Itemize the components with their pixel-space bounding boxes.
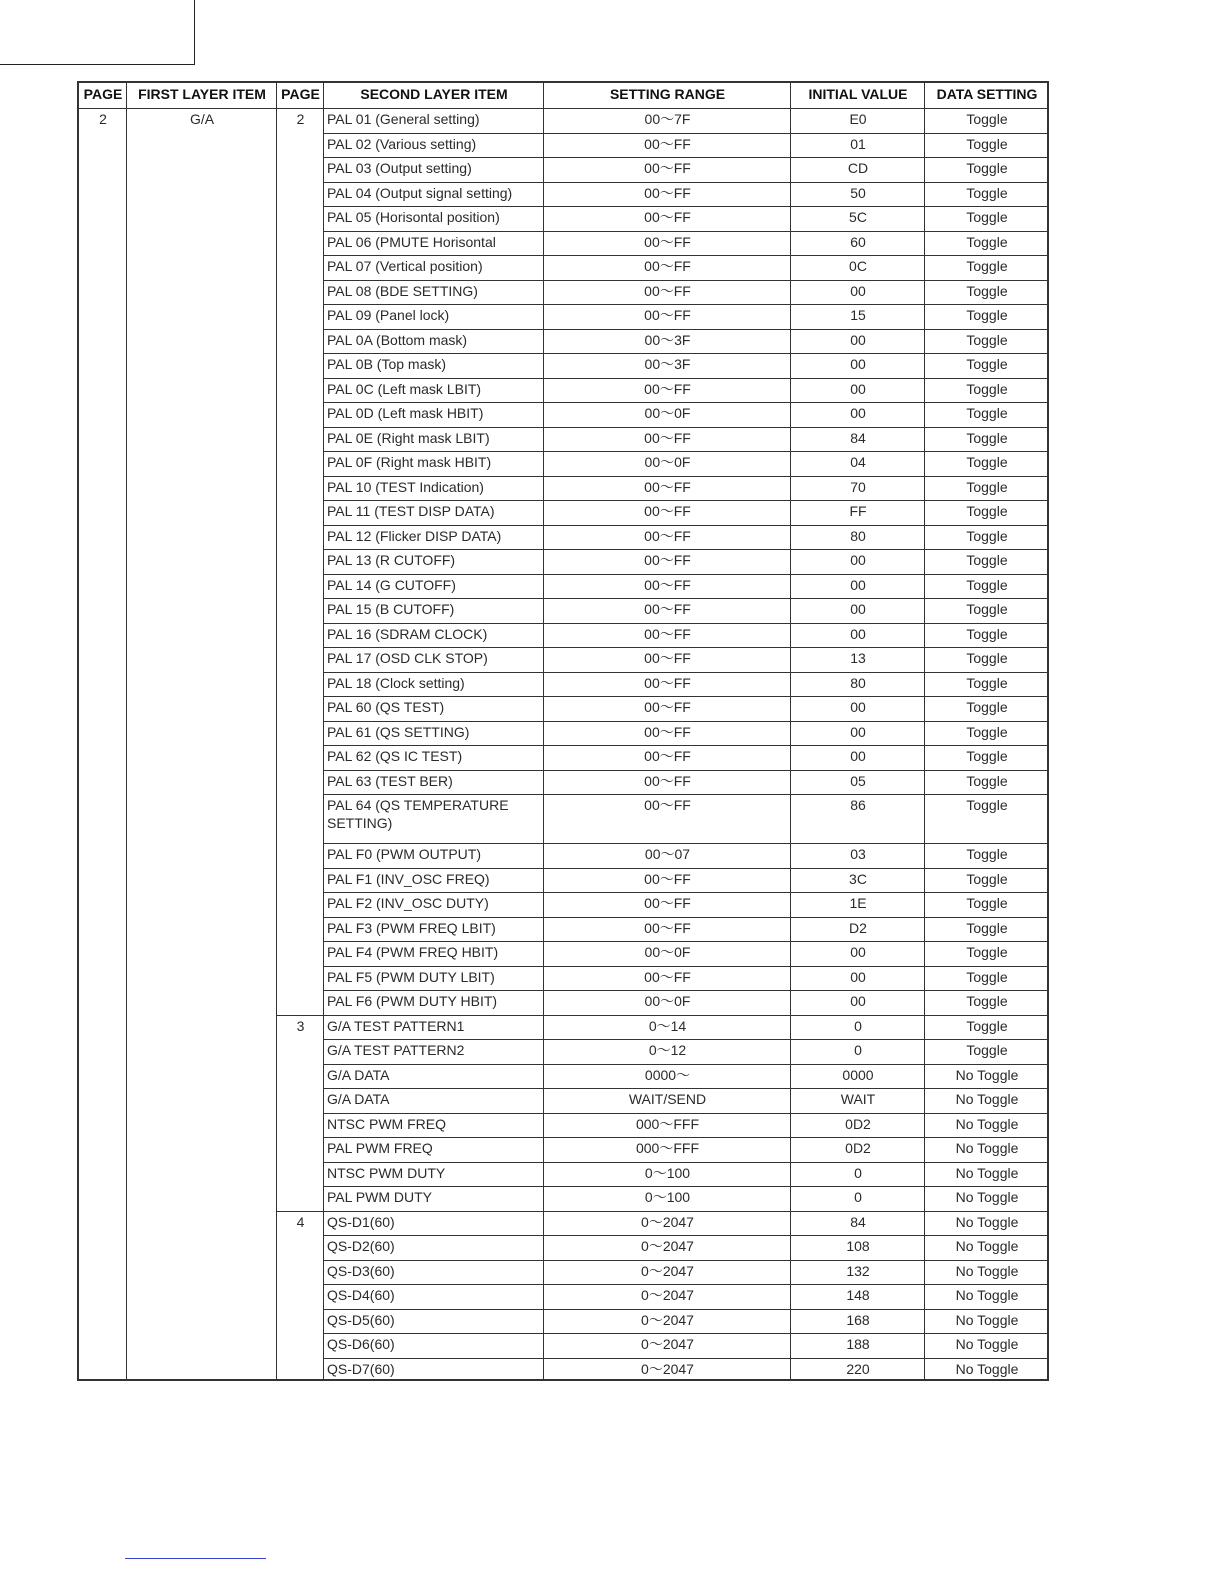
row-divider [324,1064,1049,1065]
data-setting: Toggle [966,356,1008,372]
corner-frame [0,0,195,65]
row-divider [324,231,1049,232]
initial-value: 0D2 [845,1115,871,1132]
initial-value: 00 [850,380,866,397]
second-layer-item: PAL 09 (Panel lock) [327,307,450,323]
data-setting: Toggle [966,258,1008,274]
second-layer-item: PAL 0B (Top mask) [327,356,447,372]
second-layer-item: PAL 01 (General setting) [327,111,480,127]
row-divider [324,770,1049,771]
second-layer-item: PAL 14 (G CUTOFF) [327,576,456,593]
initial-value: 108 [846,1238,870,1254]
row-divider [324,672,1049,673]
initial-value: 00 [850,748,866,764]
setting-range: 00～7F [644,111,691,127]
initial-value: 0 [854,1017,862,1034]
initial-value: E0 [849,111,867,127]
row-divider [324,1284,1049,1285]
setting-range: 00～FF [644,307,691,323]
second-layer-item: G/A DATA [327,1091,390,1107]
second-layer-item: PAL 06 (PMUTE Horisontal [327,233,496,250]
data-setting: Toggle [966,870,1008,887]
setting-range: 00～FF [644,135,691,152]
initial-value: 84 [850,1213,866,1230]
data-setting: No Toggle [955,1164,1019,1181]
setting-range: 00～FF [644,380,691,397]
row-divider [324,1039,1049,1040]
setting-range: 00～FF [644,919,691,936]
row-divider [324,843,1049,844]
initial-value: FF [849,503,867,519]
second-layer-item: PAL 60 (QS TEST) [327,699,445,715]
second-layer-item: QS-D2(60) [327,1238,395,1254]
setting-range: 0～2047 [641,1238,694,1254]
setting-range: 0000～ [644,1066,691,1083]
second-layer-item: PAL 08 (BDE SETTING) [327,282,478,299]
initial-value: 00 [850,331,866,348]
row-divider [324,476,1049,477]
initial-value: WAIT [840,1091,876,1107]
initial-value: 00 [850,601,866,617]
setting-range: 00～FF [644,625,691,642]
setting-range: 00～FF [644,797,691,813]
setting-range: 00～FF [644,429,691,446]
row-divider [324,574,1049,575]
header-second-layer: SECOND LAYER ITEM [360,86,508,102]
second-layer-item: QS-D7(60) [327,1360,395,1377]
second-layer-item: PAL 18 (Clock setting) [327,674,465,691]
second-layer-item: PAL 0D (Left mask HBIT) [327,405,484,421]
initial-value: 80 [850,527,866,544]
second-layer-item: PAL 17 (OSD CLK STOP) [327,650,488,666]
row-divider [324,696,1049,697]
first-page-number: 2 [99,111,107,127]
second-layer-item: PAL 61 (QS SETTING) [327,723,470,740]
second-layer-item: PAL 05 (Horisontal position) [327,209,500,225]
header-divider [79,108,1049,109]
row-divider [324,598,1049,599]
initial-value: 50 [850,184,866,201]
initial-value: 00 [850,723,866,740]
second-layer-item: G/A TEST PATTERN2 [327,1042,465,1058]
second-layer-item: PAL 15 (B CUTOFF) [327,601,455,617]
data-setting: Toggle [966,723,1008,740]
initial-value: 00 [850,993,866,1009]
initial-value: 00 [850,699,866,715]
header-range: SETTING RANGE [609,86,726,102]
header-setting: DATA SETTING [936,86,1038,102]
initial-value: 0000 [842,1066,874,1083]
data-setting: No Toggle [955,1189,1019,1205]
setting-range: 00～0F [644,944,691,960]
initial-value: 00 [850,576,866,593]
row-divider [324,868,1049,869]
setting-range: 00～0F [644,405,691,421]
setting-range: 00～3F [644,331,691,348]
setting-range: 00～3F [644,356,691,372]
second-layer-item: PAL F1 (INV_OSC FREQ) [327,870,490,887]
data-setting: Toggle [966,576,1008,593]
setting-range: 0～2047 [641,1262,694,1279]
data-setting: Toggle [966,944,1008,960]
data-setting: No Toggle [955,1213,1019,1230]
setting-range: 0～2047 [641,1336,694,1352]
second-layer-item: QS-D1(60) [327,1213,395,1230]
data-setting: No Toggle [955,1262,1019,1279]
second-layer-item: PAL 0E (Right mask LBIT) [327,429,490,446]
setting-range: 0～14 [648,1017,687,1034]
initial-value: 132 [846,1262,870,1279]
row-divider [324,304,1049,305]
setting-range: 00～FF [644,209,691,225]
row-divider [324,892,1049,893]
second-layer-item: PAL 0C (Left mask LBIT) [327,380,482,397]
row-divider [324,255,1049,256]
second-layer-item: NTSC PWM FREQ [327,1115,446,1132]
setting-range: 00～0F [644,454,691,470]
page-group-divider [277,1211,324,1212]
row-divider [324,745,1049,746]
initial-value: 60 [850,233,866,250]
row-divider [324,1211,1049,1212]
data-setting: Toggle [966,282,1008,299]
row-divider [324,1088,1049,1089]
initial-value: 00 [850,968,866,985]
second-layer-item: QS-D3(60) [327,1262,395,1279]
setting-range: 00～FF [644,748,691,764]
setting-range: 00～FF [644,650,691,666]
setting-range: 0～12 [648,1042,687,1058]
data-setting: Toggle [966,993,1008,1009]
initial-value: 84 [850,429,866,446]
setting-range: 0～2047 [641,1311,694,1328]
setting-range: 00～FF [644,699,691,715]
second-layer-item: QS-D6(60) [327,1336,395,1352]
row-divider [324,990,1049,991]
setting-range: 00～07 [644,846,691,862]
row-divider [324,966,1049,967]
initial-value: D2 [849,919,867,936]
initial-value: 00 [850,944,866,960]
data-setting: No Toggle [955,1336,1019,1352]
data-setting: Toggle [966,919,1008,936]
initial-value: 05 [850,772,866,789]
settings-table [77,81,1049,1381]
header-first-layer: FIRST LAYER ITEM [138,86,266,102]
setting-range: 00～0F [644,993,691,1009]
row-divider [324,378,1049,379]
second-layer-item: PAL 0A (Bottom mask) [327,331,468,348]
setting-range: 0～2047 [641,1287,694,1303]
initial-value: 1E [849,895,867,911]
data-setting: Toggle [966,503,1008,519]
row-divider [324,353,1049,354]
data-setting: Toggle [966,601,1008,617]
data-setting: Toggle [966,331,1008,348]
row-divider [324,1113,1049,1114]
row-divider [324,133,1049,134]
data-setting: No Toggle [955,1238,1019,1254]
second-layer-item: QS-D4(60) [327,1287,395,1303]
data-setting: No Toggle [955,1115,1019,1132]
second-layer-item: PAL 10 (TEST Indication) [327,478,484,495]
initial-value: 0 [854,1042,862,1058]
setting-range: 00～FF [644,160,691,176]
setting-range: 00～FF [644,478,691,495]
data-setting: Toggle [966,429,1008,446]
page-group-divider [277,1015,324,1016]
row-divider [324,280,1049,281]
setting-range: 00～FF [644,527,691,544]
second-layer-item: PAL F4 (PWM FREQ HBIT) [327,944,499,960]
initial-value: 01 [850,135,866,152]
row-divider [324,917,1049,918]
row-divider [324,206,1049,207]
footer-rule [125,1558,266,1559]
row-divider [324,623,1049,624]
setting-range: 0～2047 [641,1213,694,1230]
data-setting: Toggle [966,772,1008,789]
initial-value: 00 [850,625,866,642]
setting-range: 0～2047 [641,1360,694,1377]
data-setting: Toggle [966,797,1008,813]
second-layer-item: PAL 0F (Right mask HBIT) [327,454,492,470]
second-layer-item: NTSC PWM DUTY [327,1164,446,1181]
second-layer-item: PAL 16 (SDRAM CLOCK) [327,625,488,642]
initial-value: 0D2 [845,1140,871,1156]
data-setting: Toggle [966,625,1008,642]
column-divider [126,83,127,1379]
row-divider [324,402,1049,403]
initial-value: 00 [850,552,866,568]
row-divider [324,1309,1049,1310]
first-layer-item: G/A [189,111,215,127]
data-setting: Toggle [966,674,1008,691]
initial-value: 86 [850,797,866,813]
initial-value: 04 [850,454,866,470]
data-setting: No Toggle [955,1360,1019,1377]
second-layer-item: PAL 64 (QS TEMPERATURE SETTING) [327,797,509,831]
setting-range: 00～FF [644,233,691,250]
data-setting: Toggle [966,478,1008,495]
data-setting: Toggle [966,650,1008,666]
row-divider [324,647,1049,648]
second-layer-item: PAL PWM FREQ [327,1140,433,1156]
data-setting: Toggle [966,527,1008,544]
row-divider [324,549,1049,550]
row-divider [324,329,1049,330]
data-setting: Toggle [966,307,1008,323]
row-divider [324,941,1049,942]
row-divider [324,1015,1049,1016]
second-layer-item: PAL F2 (INV_OSC DUTY) [327,895,489,911]
second-layer-item: PAL 07 (Vertical position) [327,258,483,274]
initial-value: 188 [846,1336,870,1352]
initial-value: 5C [849,209,867,225]
row-divider [324,500,1049,501]
setting-range: 00～FF [644,184,691,201]
column-divider [323,83,324,1379]
second-layer-item: PAL F0 (PWM OUTPUT) [327,846,481,862]
data-setting: Toggle [966,160,1008,176]
data-setting: Toggle [966,699,1008,715]
second-layer-item: PAL F5 (PWM DUTY LBIT) [327,968,495,985]
row-divider [324,1235,1049,1236]
data-setting: Toggle [966,209,1008,225]
second-layer-item: PAL 11 (TEST DISP DATA) [327,503,495,519]
initial-value: 0 [854,1189,862,1205]
row-page-number: 3 [296,1017,305,1034]
row-divider [324,525,1049,526]
initial-value: 15 [850,307,866,323]
setting-range: 00～FF [644,674,691,691]
setting-range: 0～100 [644,1164,691,1181]
row-divider [324,1358,1049,1359]
data-setting: Toggle [966,111,1008,127]
row-divider [324,1137,1049,1138]
data-setting: Toggle [966,552,1008,568]
row-divider [324,451,1049,452]
data-setting: Toggle [966,846,1008,862]
second-layer-item: QS-D5(60) [327,1311,395,1328]
data-setting: Toggle [966,1042,1008,1058]
row-divider [324,1260,1049,1261]
second-layer-item: G/A DATA [327,1066,390,1083]
data-setting: No Toggle [955,1091,1019,1107]
second-layer-item: PAL 03 (Output setting) [327,160,472,176]
setting-range: 00～FF [644,258,691,274]
initial-value: 168 [846,1311,870,1328]
second-layer-item: PAL 62 (QS IC TEST) [327,748,463,764]
second-layer-item: PAL F3 (PWM FREQ LBIT) [327,919,496,936]
row-divider [324,427,1049,428]
header-page: PAGE [83,86,123,102]
setting-range: 00～FF [644,723,691,740]
second-layer-item: G/A TEST PATTERN1 [327,1017,465,1034]
second-layer-item: PAL 12 (Flicker DISP DATA) [327,527,502,544]
initial-value: 03 [850,846,866,862]
second-layer-item: PAL 04 (Output signal setting) [327,184,513,201]
second-layer-item: PAL 02 (Various setting) [327,135,477,152]
second-layer-item: PAL PWM DUTY [327,1189,433,1205]
setting-range: WAIT/SEND [628,1091,707,1107]
data-setting: Toggle [966,968,1008,985]
row-divider [324,1186,1049,1187]
row-page-number: 2 [296,111,305,127]
row-divider [324,182,1049,183]
setting-range: 00～FF [644,870,691,887]
column-divider [276,83,277,1379]
row-page-number: 4 [296,1213,305,1230]
setting-range: 00～FF [644,968,691,985]
header-initial: INITIAL VALUE [808,86,908,102]
data-setting: Toggle [966,1017,1008,1034]
initial-value: 3C [849,870,867,887]
setting-range: 00～FF [644,503,691,519]
initial-value: 13 [850,650,866,666]
data-setting: Toggle [966,233,1008,250]
setting-range: 00～FF [644,772,691,789]
setting-range: 00～FF [644,576,691,593]
setting-range: 00～FF [644,552,691,568]
initial-value: 00 [850,282,866,299]
setting-range: 00～FF [644,895,691,911]
data-setting: No Toggle [955,1287,1019,1303]
second-layer-item: PAL 63 (TEST BER) [327,772,453,789]
setting-range: 000～FFF [635,1115,699,1132]
data-setting: Toggle [966,405,1008,421]
initial-value: CD [847,160,869,176]
setting-range: 0～100 [644,1189,691,1205]
row-divider [324,721,1049,722]
initial-value: 70 [850,478,866,495]
initial-value: 00 [850,356,866,372]
second-layer-item: PAL F6 (PWM DUTY HBIT) [327,993,498,1009]
initial-value: 0C [849,258,867,274]
initial-value: 0 [854,1164,862,1181]
row-divider [324,794,1049,795]
setting-range: 00～FF [644,282,691,299]
row-divider [324,1333,1049,1334]
row-divider [324,1162,1049,1163]
data-setting: Toggle [966,895,1008,911]
data-setting: No Toggle [955,1140,1019,1156]
initial-value: 148 [846,1287,870,1303]
initial-value: 80 [850,674,866,691]
data-setting: Toggle [966,748,1008,764]
initial-value: 00 [850,405,866,421]
second-layer-item: PAL 13 (R CUTOFF) [327,552,456,568]
data-setting: Toggle [966,184,1008,201]
setting-range: 000～FFF [635,1140,699,1156]
data-setting: Toggle [966,135,1008,152]
data-setting: No Toggle [955,1066,1019,1083]
header-page2: PAGE [281,86,320,102]
setting-range: 00～FF [644,601,691,617]
data-setting: No Toggle [955,1311,1019,1328]
initial-value: 220 [846,1360,870,1377]
data-setting: Toggle [966,454,1008,470]
data-setting: Toggle [966,380,1008,397]
row-divider [324,157,1049,158]
